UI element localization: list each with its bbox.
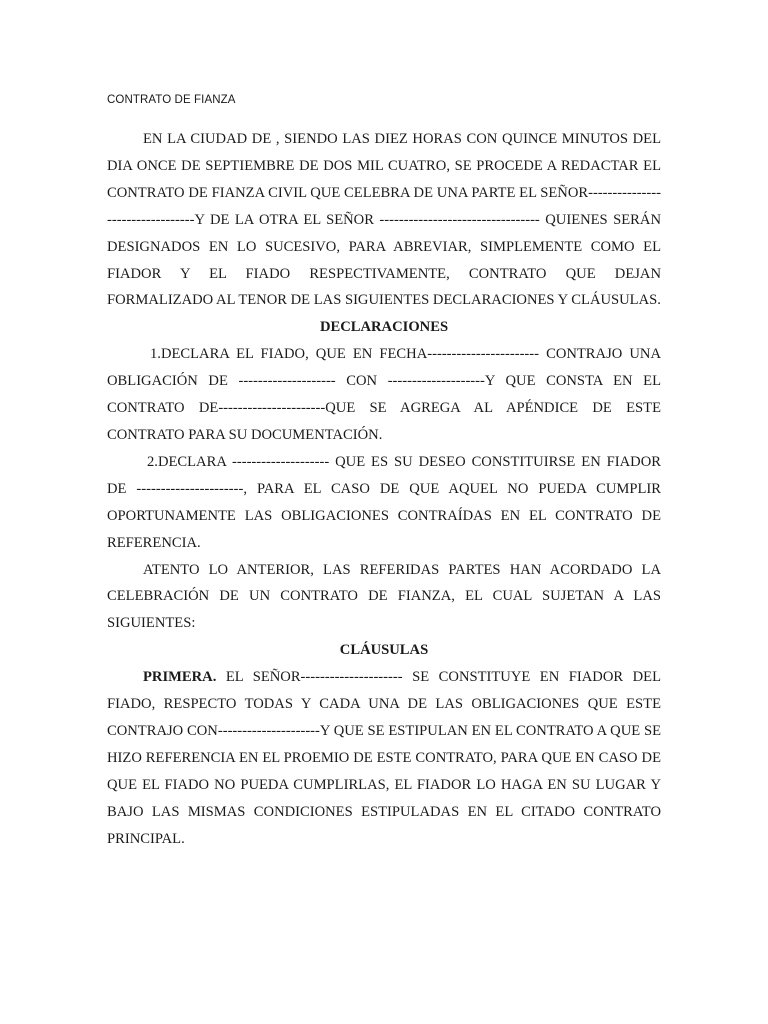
declaracion-1: 1.DECLARA EL FIADO, QUE EN FECHA----------------------- CONTRAJO UNA OBLIGACIÓN DE -------------------- CON --------------------Y QUE CONSTA EN EL CONTRATO DE----------------------QUE SE AGREGA AL APÉNDICE DE ESTE CONTRATO PARA SU DOCUMENTACIÓN. <box>107 346 661 443</box>
clausula-primera-text: EL SEÑOR--------------------- SE CONSTITUYE EN FIADOR DEL FIADO, RESPECTO TODAS Y CADA UNA DE LAS OBLIGACIONES QUE ESTE CONTRAJO CON---------------------Y QUE SE ESTIPULAN EN EL CONTRATO A QUE SE HIZO REFERENCIA EN EL PROEMIO DE ESTE CONTRATO, PARA QUE EN CASO DE QUE EL FIADO NO PUEDA CUMPLIRLAS, EL FIADOR LO HAGA EN SU LUGAR Y BAJO LAS MISMAS CONDICIONES ESTIPULADAS EN EL CITADO CONTRATO PRINCIPAL. <box>107 669 661 847</box>
declaracion-2: 2.DECLARA -------------------- QUE ES SU DESEO CONSTITUIRSE EN FIADOR DE ----------------------, PARA EL CASO DE QUE AQUEL NO PUEDA CUMPLIR OPORTUNAMENTE LAS OBLIGACIONES CONTRAÍDAS EN EL CONTRATO DE REFERENCIA. <box>107 453 661 551</box>
clausulas-heading: CLÁUSULAS <box>339 642 429 659</box>
atento-paragraph: ATENTO LO ANTERIOR, LAS REFERIDAS PARTES HAN ACORDADO LA CELEBRACIÓN DE UN CONTRATO DE FIANZA, EL CUAL SUJETAN A LAS SIGUIENTES: <box>107 561 661 632</box>
intro-paragraph: EN LA CIUDAD DE , SIENDO LAS DIEZ HORAS CON QUINCE MINUTOS DEL DIA ONCE DE SEPTIEMBRE DE DOS MIL CUATRO, SE PROCEDE A REDACTAR EL CONTRATO DE FIANZA CIVIL QUE CELEBRA DE UNA PARTE EL SEÑOR---------------------------------Y DE LA OTRA EL SEÑOR --------------------------------- QUIENES SERÁN DESIGNADOS EN LO SUCESIVO, PARA ABREVIAR, SIMPLEMENTE COMO EL FIADOR Y EL FIADO RESPECTIVAMENTE, CONTRATO QUE DEJAN FORMALIZADO AL TENOR DE LAS SIGUIENTES DECLARACIONES Y CLÁUSULAS. <box>107 131 661 309</box>
document-title: CONTRATO DE FIANZA <box>107 94 236 106</box>
clausula-primera <box>107 664 661 852</box>
declaraciones-heading: DECLARACIONES <box>319 319 449 336</box>
clausula-primera-label: PRIMERA. <box>143 669 217 686</box>
document-body <box>107 90 661 852</box>
